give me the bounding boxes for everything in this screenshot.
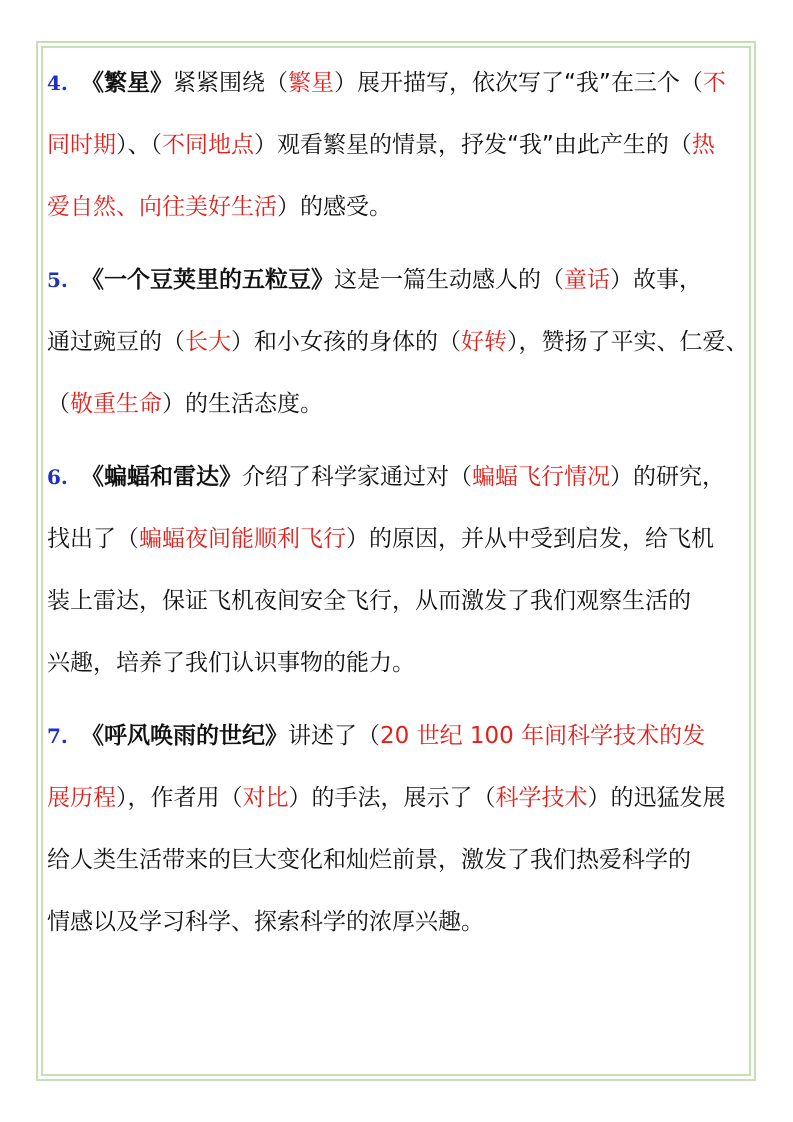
text-line	[47, 705, 767, 767]
text-segment: 情感以及学习科学、探索科学的浓厚兴趣。	[47, 909, 484, 935]
bracket: （	[265, 70, 288, 96]
text-segment: 给人类生活带来的巨大变化和灿烂前景，激发了我们热爱科学的	[47, 847, 691, 873]
text-segment: 介绍了科学家通过对	[242, 464, 449, 490]
bracket: （	[449, 464, 472, 490]
text-segment: 兴趣，培养了我们认识事物的能力。	[47, 650, 415, 676]
answer-text: 长大	[185, 329, 231, 355]
answer-text: 爱自然、向往美好生活	[47, 194, 277, 220]
bracket: （	[162, 329, 185, 355]
text-line	[47, 891, 767, 953]
paragraph-item	[47, 705, 767, 953]
item-number: 5.	[47, 268, 68, 292]
bracket: （	[668, 132, 692, 158]
text-line	[47, 632, 767, 694]
text-segment: ，赞扬了平实、仁爱、	[518, 329, 749, 355]
bracket: ）	[162, 391, 185, 417]
text-line	[47, 249, 767, 311]
answer-text: 敬重生命	[70, 391, 162, 417]
bracket: ）	[254, 132, 277, 158]
text-segment: 和小女孩的身体的	[254, 329, 438, 355]
text-segment: 展开描写，依次写了“我”在三个	[357, 70, 680, 96]
bracket: （	[472, 785, 496, 811]
bracket: （	[47, 391, 70, 417]
text-segment: 装上雷达，保证飞机夜间安全飞行，从而激发了我们观察生活的	[47, 588, 691, 614]
text-line	[47, 570, 767, 632]
text-segment: 讲述了	[288, 723, 357, 749]
text-title: 《一个豆荚里的五粒豆》	[81, 267, 334, 293]
text-line	[47, 114, 767, 176]
text-segment: 的手法，展示了	[311, 785, 473, 811]
bracket: ）	[507, 329, 519, 355]
paragraph-item	[47, 249, 767, 435]
bracket: ）	[610, 267, 633, 293]
answer-text: 对比	[242, 785, 289, 811]
answer-text: 热	[691, 132, 715, 158]
text-segment: 找出了	[47, 526, 116, 552]
answer-text: 不	[702, 70, 726, 96]
answer-text: 不同地点	[162, 132, 254, 158]
answer-text: 展历程	[47, 785, 116, 811]
text-title: 《蝙蝠和雷达》	[81, 464, 242, 490]
text-segment: 的迅猛发展	[610, 785, 726, 811]
text-segment: 紧紧围绕	[173, 70, 265, 96]
text-line	[47, 311, 767, 373]
bracket: （	[219, 785, 243, 811]
text-title: 《呼风唤雨的世纪》	[81, 723, 288, 749]
text-segment: 的研究，	[633, 464, 725, 490]
answer-text: 同时期	[47, 132, 116, 158]
paragraph-item	[47, 52, 767, 238]
bracket: （	[438, 329, 461, 355]
text-line	[47, 508, 767, 570]
text-segment: ）、	[116, 132, 151, 158]
text-line	[47, 829, 767, 891]
answer-text: 童话	[564, 267, 610, 293]
bracket: ）	[334, 70, 357, 96]
answer-text: 蝙蝠夜间能顺利飞行	[139, 526, 346, 552]
bracket: ）	[346, 526, 369, 552]
answer-text: 好转	[461, 329, 507, 355]
answer-text: 蝙蝠飞行情况	[472, 464, 610, 490]
text-line	[47, 446, 767, 508]
bracket: （	[541, 267, 564, 293]
item-number: 6.	[47, 465, 68, 489]
text-line	[47, 52, 767, 114]
item-number: 4.	[47, 71, 68, 95]
bracket: ）	[587, 785, 611, 811]
bracket: （	[150, 132, 162, 158]
bracket: （	[357, 723, 380, 749]
answer-text: 20 世纪 100 年间科学技术的发	[380, 723, 706, 749]
text-segment: 的生活态度。	[185, 391, 323, 417]
bracket: （	[679, 70, 703, 96]
text-segment: 通过豌豆的	[47, 329, 162, 355]
bracket: ）	[610, 464, 633, 490]
paragraph-item	[47, 446, 767, 694]
bracket: ）	[231, 329, 254, 355]
text-segment: 观看繁星的情景，抒发“我”由此产生的	[277, 132, 669, 158]
bracket: ）	[288, 785, 312, 811]
document-body	[47, 52, 767, 964]
text-title: 《繁星》	[81, 70, 173, 96]
text-line	[47, 767, 767, 829]
item-number: 7.	[47, 724, 68, 748]
text-segment: ，作者用	[127, 785, 220, 811]
text-segment: 的原因，并从中受到启发，给飞机	[369, 526, 714, 552]
bracket: ）	[277, 194, 300, 220]
answer-text: 科学技术	[495, 785, 588, 811]
text-line	[47, 373, 767, 435]
bracket: （	[116, 526, 139, 552]
text-line	[47, 176, 767, 238]
text-segment: 故事，	[633, 267, 702, 293]
text-segment: 的感受。	[300, 194, 392, 220]
text-segment: 这是一篇生动感人的	[334, 267, 541, 293]
answer-text: 繁星	[288, 70, 334, 96]
bracket: ）	[116, 785, 128, 811]
